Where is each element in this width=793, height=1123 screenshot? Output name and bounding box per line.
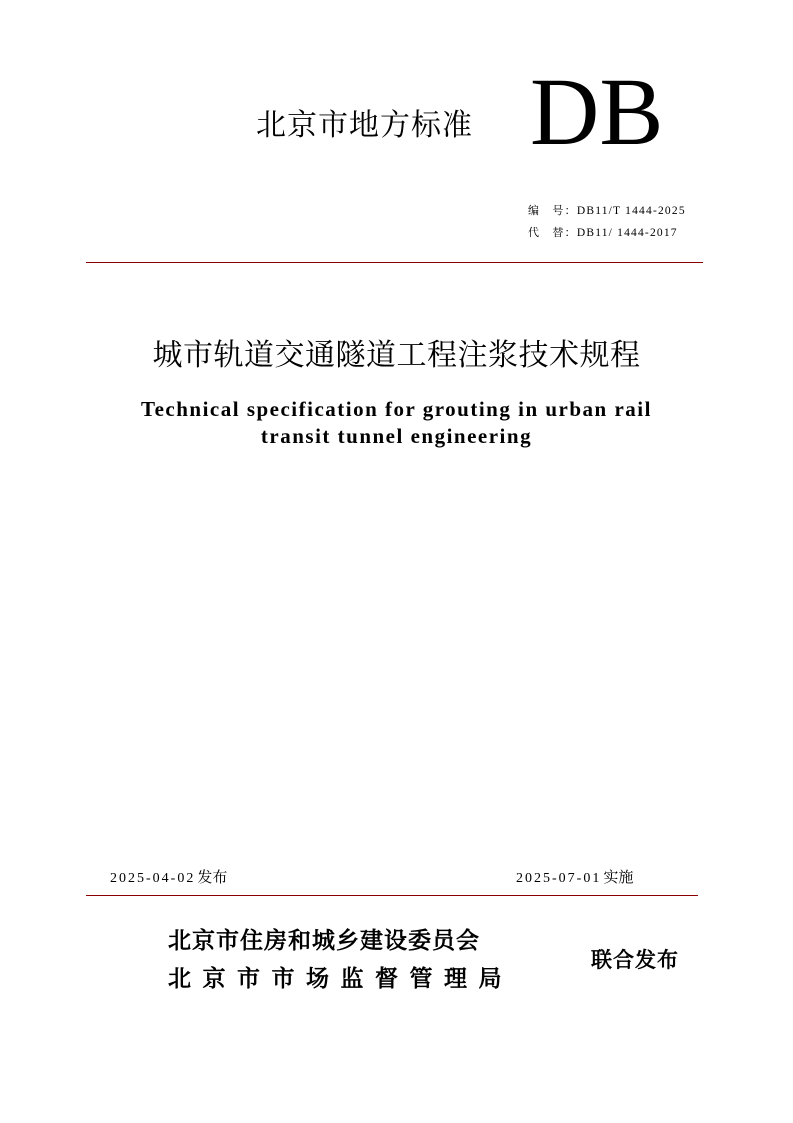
db-mark: DB — [530, 58, 664, 165]
implement-label: 实施 — [603, 868, 634, 886]
replaced-standard-value: DB11/ 1444-2017 — [576, 227, 678, 239]
top-divider — [86, 262, 703, 263]
standard-number-value: DB11/T 1444-2025 — [576, 205, 686, 217]
implement-date-value: 2025-07-01 — [516, 871, 602, 886]
replaced-standard-label: 代 替： — [528, 226, 577, 239]
title-english — [0, 396, 793, 450]
title-english-line2: transit tunnel engineering — [260, 424, 533, 448]
implement-date — [516, 866, 633, 887]
issue-date-value: 2025-04-02 — [110, 871, 196, 886]
issue-label: 发布 — [197, 868, 228, 886]
standard-number-label: 编 号： — [528, 204, 577, 217]
bottom-divider — [86, 895, 698, 896]
standard-type: 北京市地方标准 — [256, 108, 473, 143]
standard-codes — [528, 200, 686, 244]
standard-number — [528, 200, 686, 222]
title-english-line1: Technical specification for grouting in urban rail — [141, 397, 652, 421]
issuer-housing-commission: 北京市住房和城乡建设委员会 — [168, 928, 480, 954]
issuer-market-regulation: 北京市市场监督管理局 — [168, 966, 513, 992]
replaced-standard — [528, 222, 686, 244]
joint-release-label: 联合发布 — [591, 948, 679, 972]
title-chinese: 城市轨道交通隧道工程注浆技术规程 — [152, 338, 641, 373]
issue-date — [110, 866, 227, 887]
